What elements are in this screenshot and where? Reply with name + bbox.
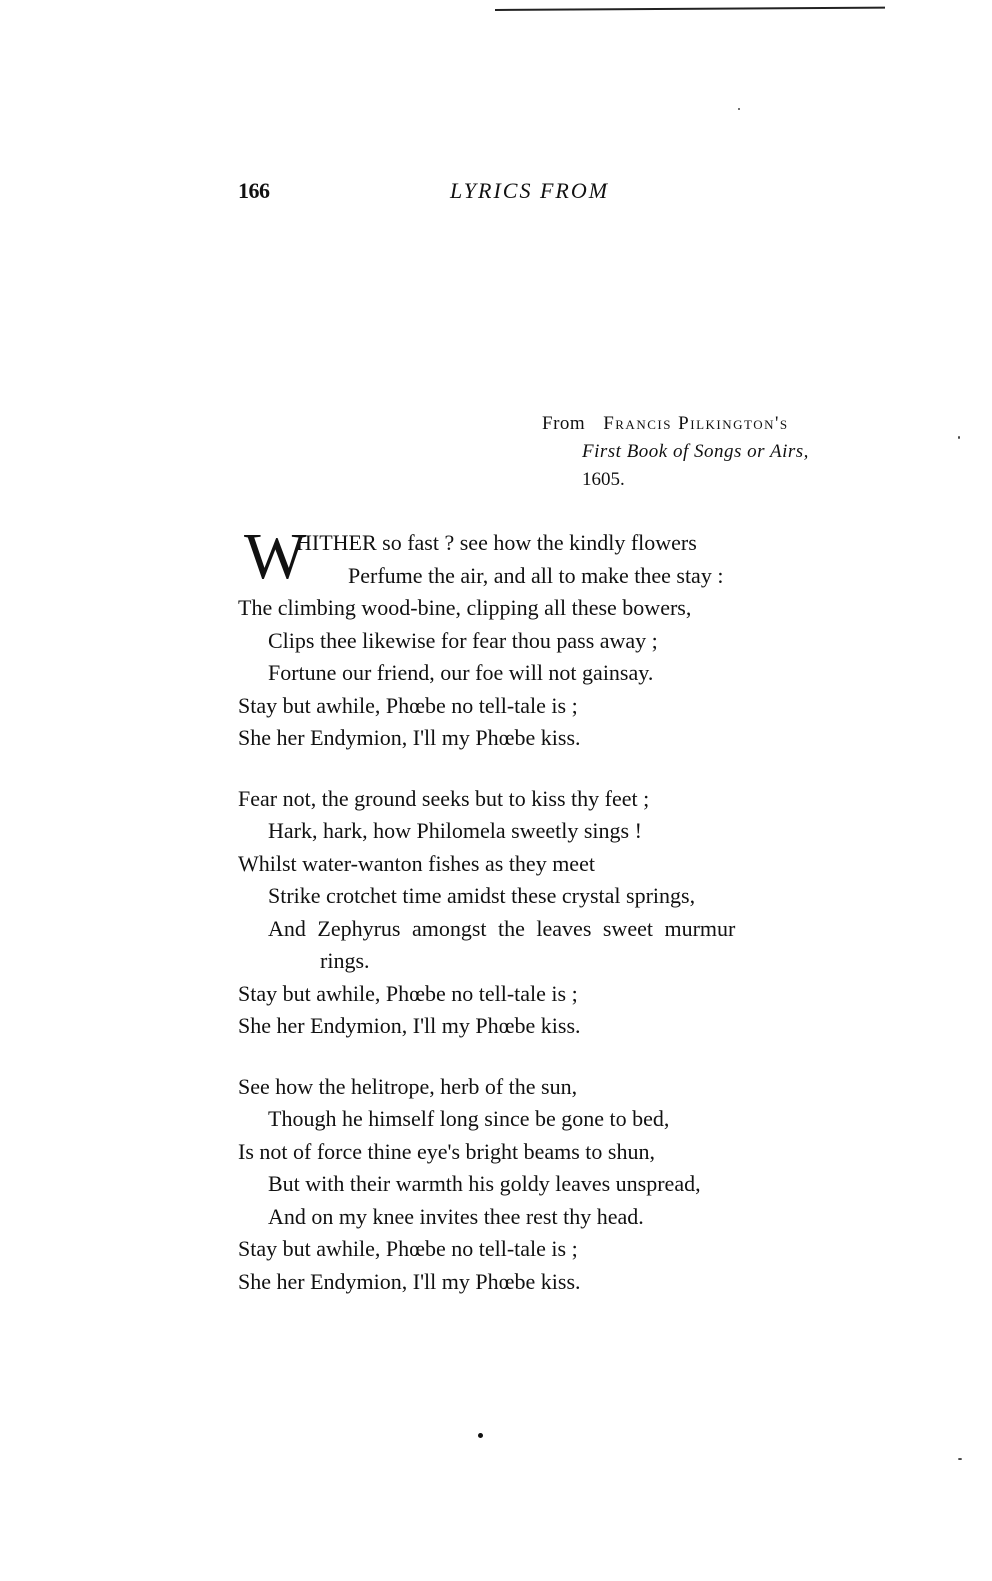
poem-line: Hark, hark, how Philomela sweetly sings ! [268,818,642,843]
source-attribution [542,410,922,494]
poem-line: The climbing wood-bine, clipping all these bowers, [238,595,692,620]
refrain-line: Stay but awhile, Phœbe no tell-tale is ; [238,1236,578,1261]
poem-line: See how the helitrope, herb of the sun, [238,1073,578,1099]
source-line-author [542,410,922,438]
refrain-line: She her Endymion, I'll my Phœbe kiss. [238,1013,581,1038]
source-book-title: First Book of Songs or Airs, [582,441,809,462]
running-title: LYRICS FROM [450,178,610,203]
source-author: Francis Pilkington's [603,413,789,434]
poem-line: Fear not, the ground seeks but to kiss thy feet ; [238,785,650,811]
stanza-1 [238,520,918,755]
running-head [238,178,738,208]
stanza-2 [238,783,918,1043]
top-edge-rule [495,7,885,11]
refrain-line: She her Endymion, I'll my Phœbe kiss. [238,725,581,750]
poem-line: And on my knee invites thee rest thy head. [268,1203,644,1229]
refrain-line: Stay but awhile, Phœbe no tell-tale is ; [238,980,578,1006]
poem-line: And Zephyrus amongst the leaves sweet murmur [268,915,736,941]
stanza-3 [238,1071,918,1299]
source-year: 1605. [582,469,625,490]
poem-line: But with their warmth his goldy leaves unspread, [268,1171,701,1196]
page-number: 166 [238,178,270,203]
page-speck [958,1458,962,1460]
poem-line-turnover: rings. [320,948,370,973]
poem [238,520,918,1326]
poem-line: Whilst water-wanton fishes as they meet [238,850,595,876]
ink-dot [478,1433,483,1438]
poem-line: Strike crotchet time amidst these crystal springs, [268,883,696,908]
source-from: From [542,413,586,434]
refrain-line: She her Endymion, I'll my Phœbe kiss. [238,1268,581,1294]
page-speck [738,108,740,110]
poem-line: Is not of force thine eye's bright beams to shun, [238,1138,655,1164]
poem-line: Clips thee likewise for fear thou pass away ; [268,627,658,653]
first-line-text: HITHER so fast ? see how the kindly flowers [296,530,697,555]
poem-line: Fortune our friend, our foe will not gainsay. [268,660,654,685]
drop-cap: W [244,520,307,593]
poem-line: Though he himself long since be gone to bed, [268,1106,670,1131]
page-speck [958,436,960,439]
poem-line: Perfume the air, and all to make thee stay : [348,562,724,588]
refrain-line: Stay but awhile, Phœbe no tell-tale is ; [238,692,578,718]
